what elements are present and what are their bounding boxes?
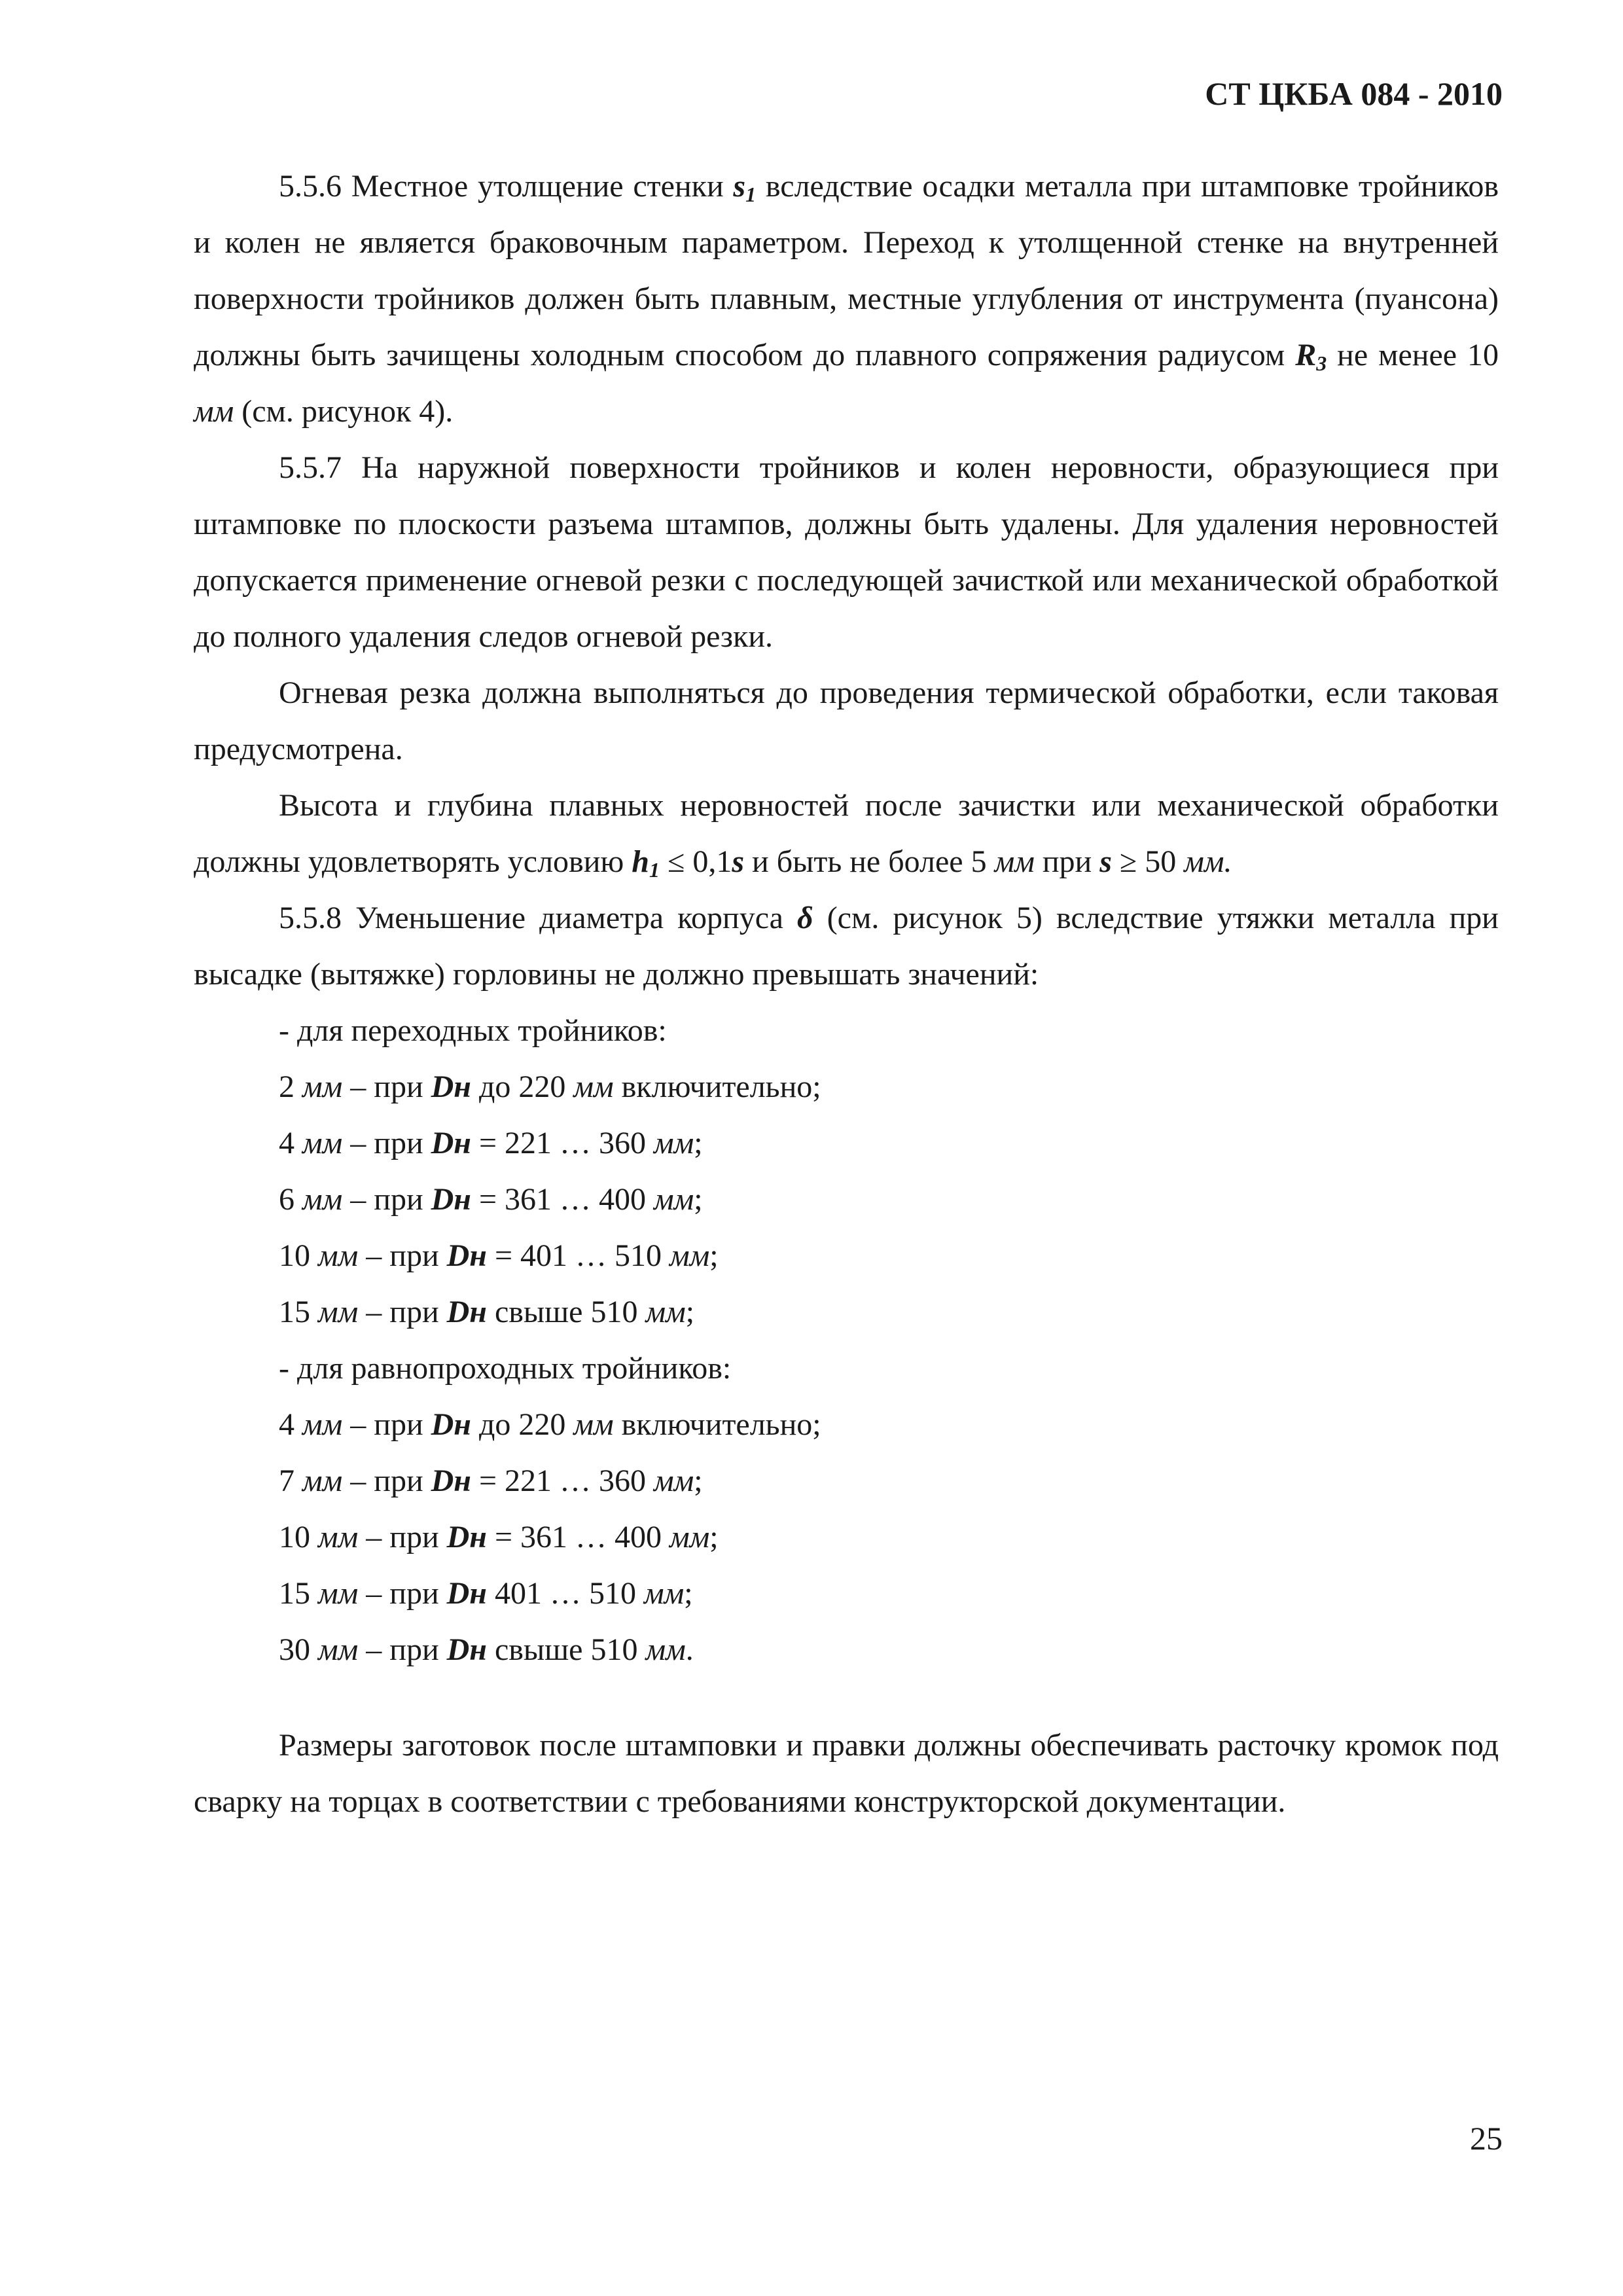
text-run: вследствие осадки металла при штамповке тройников и колен не является браковочным параметром. Переход к утолщенной стенке на внутренней поверхности тройников должен быть плавным, местные углубления от инструмента (пуансона) должны быть зачищены холодным способом до плавного сопряжения радиусом (194, 169, 1499, 372)
text-run: ; (694, 1126, 703, 1160)
unit-mm: мм (318, 1520, 359, 1554)
unit-mm: мм (318, 1632, 359, 1667)
range-text: = 361 … 400 (471, 1182, 654, 1217)
paragraph-irregularity-height (194, 778, 1499, 890)
text-run: и быть не более 5 (744, 844, 995, 879)
text-run: 5.5.8 Уменьшение диаметра корпуса (279, 901, 798, 935)
text-run: – при (342, 1126, 431, 1160)
unit-mm: мм (302, 1463, 343, 1498)
unit-mm: мм (573, 1069, 614, 1104)
value: 6 (279, 1182, 302, 1217)
list-item (194, 1397, 1499, 1453)
text-run: ≤ 0,1 (659, 844, 732, 879)
list-item (194, 1172, 1499, 1228)
page-number: 25 (1470, 2120, 1503, 2157)
symbol-dn: Dн (446, 1576, 487, 1611)
unit-mm: мм. (1184, 844, 1232, 879)
text-run: – при (358, 1576, 447, 1611)
symbol-s: s (732, 844, 744, 879)
symbol-dn: Dн (446, 1238, 487, 1273)
symbol-dn: Dн (446, 1632, 487, 1667)
list-item (194, 1622, 1499, 1678)
list-item (194, 1453, 1499, 1509)
unit-mm: мм (654, 1182, 694, 1217)
text-run: – при (358, 1520, 447, 1554)
list-item (194, 1509, 1499, 1566)
value: 30 (279, 1632, 318, 1667)
document-body (194, 158, 1499, 1830)
symbol-dn: Dн (446, 1295, 487, 1329)
range-text: = 361 … 400 (486, 1520, 670, 1554)
text-run: ; (709, 1238, 719, 1273)
unit-mm: мм (318, 1238, 359, 1273)
value: 4 (279, 1126, 302, 1160)
value: 15 (279, 1295, 318, 1329)
text-run: ≥ 50 (1111, 844, 1185, 879)
text-run: . (685, 1632, 694, 1667)
symbol-dn: Dн (446, 1520, 487, 1554)
symbol-dn: Dн (431, 1463, 471, 1498)
range-text: свыше 510 (486, 1632, 646, 1667)
value: 10 (279, 1520, 318, 1554)
symbol-delta: δ (797, 901, 813, 935)
range-text: до 220 (471, 1069, 574, 1104)
text-run: ; (684, 1576, 693, 1611)
list-equal-tees (194, 1397, 1499, 1678)
list-item (194, 1228, 1499, 1284)
text-run: ; (709, 1520, 719, 1554)
text-run: – при (342, 1407, 431, 1442)
list-reducing-tees (194, 1059, 1499, 1340)
list-item (194, 1284, 1499, 1340)
text-run: – при (358, 1295, 447, 1329)
symbol-s: s (733, 169, 746, 204)
unit-mm: мм (302, 1182, 343, 1217)
unit-mm: мм (302, 1407, 343, 1442)
document-code-header: СТ ЦКБА 084 - 2010 (1205, 75, 1503, 112)
unit-mm: мм (669, 1238, 710, 1273)
unit-mm: мм (302, 1126, 343, 1160)
unit-mm: мм (318, 1576, 359, 1611)
unit-mm: мм (994, 844, 1035, 879)
subscript-1: 1 (649, 858, 660, 882)
unit-mm: мм (645, 1295, 686, 1329)
unit-mm: мм (302, 1069, 343, 1104)
list-item (194, 1115, 1499, 1172)
symbol-dn: Dн (431, 1069, 471, 1104)
list-title-reducing-tees: - для переходных тройников: (279, 1013, 667, 1048)
paragraph-5-5-8 (194, 890, 1499, 1003)
text-run: – при (358, 1632, 447, 1667)
text-run: (см. рисунок 4). (234, 394, 454, 429)
list-item (194, 1059, 1499, 1115)
value: 15 (279, 1576, 318, 1611)
symbol-s: s (1099, 844, 1112, 879)
value: 2 (279, 1069, 302, 1104)
value: 10 (279, 1238, 318, 1273)
text-run: не менее 10 (1327, 338, 1499, 372)
clause-number: 5.5.6 (279, 169, 342, 204)
text-run: Высота и глубина плавных неровностей после зачистки или механической обработки должны удовлетворять условию (194, 788, 1499, 879)
range-text: = 221 … 360 (471, 1463, 654, 1498)
range-text: 401 … 510 (486, 1576, 644, 1611)
text-run: включительно; (613, 1069, 821, 1104)
symbol-R: R (1295, 338, 1317, 372)
unit-mm: мм (669, 1520, 710, 1554)
text-run: – при (358, 1238, 447, 1273)
text-run: ; (694, 1463, 703, 1498)
text-run: – при (342, 1463, 431, 1498)
text-run: включительно; (613, 1407, 821, 1442)
text-run: при (1034, 844, 1100, 879)
unit-mm: мм (654, 1126, 694, 1160)
unit-mm: мм (643, 1576, 685, 1611)
paragraph-5-5-7: 5.5.7 На наружной поверхности тройников и колен неровности, образующиеся при штамповке по плоскости разъема штампов, должны быть удалены. Для удаления неровностей допускается применение огневой резки с последующей зачисткой или механической обработкой до полного удаления следов огневой резки. (194, 450, 1499, 654)
range-text: свыше 510 (486, 1295, 646, 1329)
range-text: до 220 (471, 1407, 574, 1442)
unit-mm: мм (318, 1295, 359, 1329)
unit-mm: мм (194, 394, 234, 429)
text-run: ; (685, 1295, 695, 1329)
range-text: = 221 … 360 (471, 1126, 654, 1160)
value: 4 (279, 1407, 302, 1442)
value: 7 (279, 1463, 302, 1498)
range-text: = 401 … 510 (486, 1238, 670, 1273)
paragraph-5-5-6 (194, 158, 1499, 440)
symbol-h: h (632, 844, 649, 879)
paragraph-fire-cutting: Огневая резка должна выполняться до проведения термической обработки, если таковая предусмотрена. (194, 675, 1499, 766)
text-run: – при (342, 1182, 431, 1217)
unit-mm: мм (654, 1463, 694, 1498)
symbol-dn: Dн (431, 1182, 471, 1217)
subscript-3: 3 (1316, 351, 1327, 375)
subscript-1: 1 (745, 183, 757, 206)
symbol-dn: Dн (431, 1126, 471, 1160)
unit-mm: мм (573, 1407, 614, 1442)
text-run: Местное утолщение стенки (342, 169, 734, 204)
text-run: ; (694, 1182, 703, 1217)
list-item (194, 1566, 1499, 1622)
paragraph-blank-dimensions: Размеры заготовок после штамповки и правки должны обеспечивать расточку кромок под сварку на торцах в соответствии с требованиями конструкторской документации. (194, 1728, 1499, 1819)
list-title-equal-tees: - для равнопроходных тройников: (279, 1351, 732, 1386)
text-run: (см. рисунок 5) вследствие утяжки металла при высадке (вытяжке) горловины не должно превышать значений: (194, 901, 1499, 992)
unit-mm: мм (645, 1632, 686, 1667)
text-run: – при (342, 1069, 431, 1104)
symbol-dn: Dн (431, 1407, 471, 1442)
